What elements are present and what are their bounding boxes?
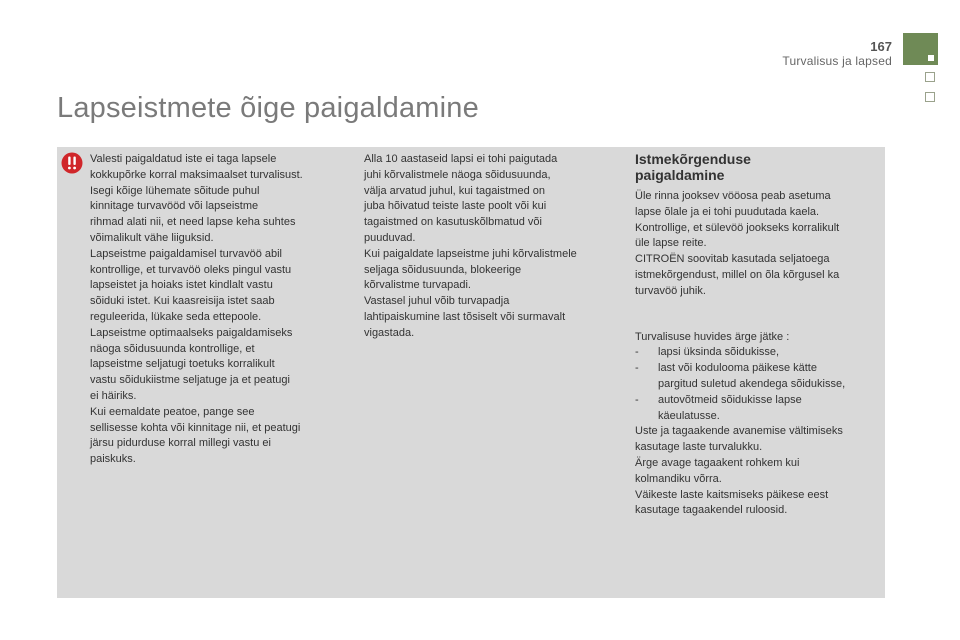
safety-lead: Turvalisuse huvides ärge jätke : bbox=[635, 330, 790, 343]
tab-square-icon bbox=[928, 55, 934, 61]
page-header bbox=[782, 40, 892, 68]
column-warning bbox=[90, 152, 340, 468]
chapter-tab-empty[interactable] bbox=[925, 72, 935, 82]
page-title: Lapseistmete õige paigaldamine bbox=[57, 92, 479, 124]
warning-text: Valesti paigaldatud iste ei taga lapsele kokkupõrke korral maksimaalset turvalisust. Isegi kõige lühemate sõitude puhul kinnitage turvavööd või lapseistme rihmad alati nii, et need lapse keha suhtes võimalikult vähe liiguksid. Lapseistme paigaldamisel turvavöö abil kontrollige, et turvavöö oleks pingul vastu lapseistet ja hoiaks istet kindlalt vastu sõiduki istet. Kui kaasreisija istet saab reguleerida, lükake seda ettepoole. Lapseistme optimaalseks paigaldamiseks näoga sõidusuunda kontrollige, et lapseistme seljatugi toetuks korralikult vastu sõidukiistme seljatuge ja et peatugi ei häiriks. Kui eemaldate peatoe, pange see sellisesse kohta või kinnitage nii, et peatugi järsu pidurduse korral millegi vastu ei paiskuks. bbox=[90, 153, 303, 466]
column-airbag bbox=[364, 152, 609, 342]
chapter-tab-empty[interactable] bbox=[925, 92, 935, 102]
list-item: - autovõtmeid sõidukisse lapse käeulatusse. bbox=[635, 393, 875, 425]
page-number: 167 bbox=[870, 39, 892, 54]
booster-intro: Üle rinna jooksev vööosa peab asetuma lapse õlale ja ei tohi puudutada kaela. Kontrollige, et sülevöö jookseks korralikult üle lapse reite. CITROËN soovitab kasutada seljatoega istmekõrgendust, millel on õla kõrgusel ka turvavöö juhik. bbox=[635, 190, 840, 297]
safety-list bbox=[635, 345, 875, 424]
list-item: - lapsi üksinda sõidukisse, bbox=[635, 345, 875, 361]
warning-exclamation-icon bbox=[61, 152, 83, 174]
closing-text: Uste ja tagaakende avanemise vältimiseks kasutage laste turvalukku. Ärge avage tagaakent rohkem kui kolmandiku võrra. Väikeste laste kaitsmiseks päikese eest kasutage tagaakendel ruloosid. bbox=[635, 425, 843, 517]
list-item: - last või kodulooma päikese kätte pargitud suletud akendega sõidukisse, bbox=[635, 361, 875, 393]
chapter-tab-active[interactable] bbox=[903, 33, 938, 65]
content-panel bbox=[57, 147, 885, 598]
booster-heading: Istmekõrgenduse paigaldamine bbox=[635, 151, 751, 183]
section-title: Turvalisus ja lapsed bbox=[782, 54, 892, 68]
column-booster bbox=[635, 151, 875, 519]
airbag-text: Alla 10 aastaseid lapsi ei tohi paigutada juhi kõrvalistmele näoga sõidusuunda, välja arvatud juhul, kui tagaistmed on juba hõivatud teiste laste poolt või kui tagaistmed on kasutuskõlbmatud või puuduvad. Kui paigaldate lapseistme juhi kõrvalistmele seljaga sõidusuunda, blokeerige kõrvalistme turvapadi. Vastasel juhul võib turvapadja lahtipaiskumine last tõsiselt või surmavalt vigastada. bbox=[364, 153, 577, 339]
